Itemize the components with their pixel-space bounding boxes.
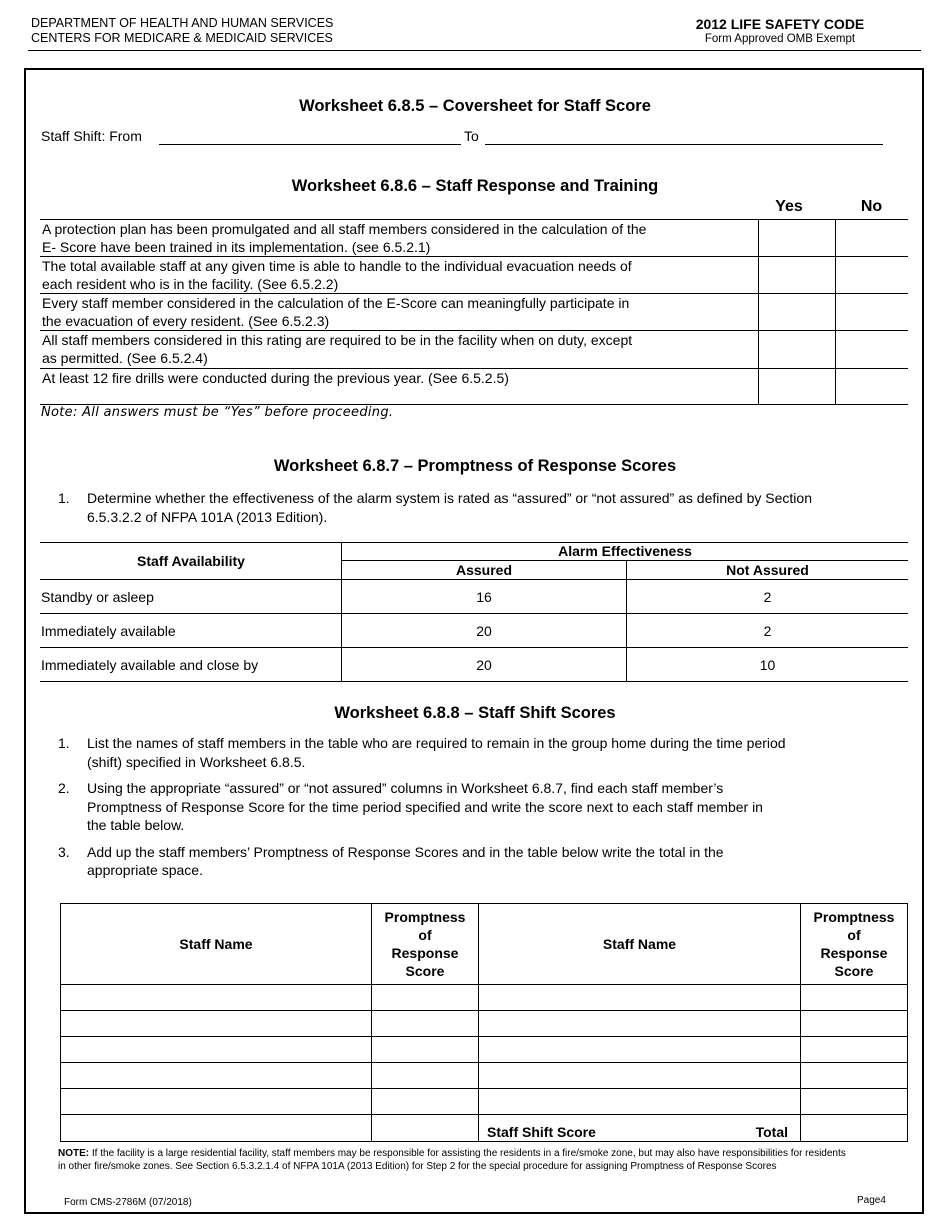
availability-label: Immediately available: [40, 614, 342, 648]
staff-availability-header: Staff Availability: [40, 543, 342, 580]
yes-checkbox[interactable]: [758, 369, 835, 405]
ws685-title: Worksheet 6.8.5 – Coversheet for Staff Score: [299, 97, 651, 115]
not-assured-score: 2: [627, 614, 909, 648]
score-cell[interactable]: [801, 1089, 908, 1115]
score-cell[interactable]: [372, 1089, 479, 1115]
staff-name-cell[interactable]: [61, 1037, 372, 1063]
staff-name-header: Staff Name: [479, 904, 801, 985]
not-assured-score: 10: [627, 648, 909, 682]
criterion-text: At least 12 fire drills were conducted during the previous year. (See 6.5.2.5): [40, 369, 758, 405]
yes-checkbox[interactable]: [758, 294, 835, 331]
yes-checkbox[interactable]: [758, 331, 835, 369]
yes-checkbox[interactable]: [758, 220, 835, 257]
ws688-title: Worksheet 6.8.8 – Staff Shift Scores: [334, 704, 616, 722]
staff-shift-table: [60, 903, 908, 1142]
dept-line-2: CENTERS FOR MEDICARE & MEDICAID SERVICES: [31, 31, 333, 45]
table-row: [40, 294, 908, 331]
dept-line-1: DEPARTMENT OF HEALTH AND HUMAN SERVICES: [31, 16, 334, 30]
no-checkbox[interactable]: [835, 257, 908, 294]
assured-score: 20: [342, 614, 627, 648]
yes-checkbox[interactable]: [758, 257, 835, 294]
yes-column-header: Yes: [775, 198, 803, 215]
score-header: Promptness of Response Score: [372, 904, 479, 985]
availability-label: Standby or asleep: [40, 580, 342, 614]
header-divider: [28, 50, 921, 51]
list-item: 2. Using the appropriate “assured” or “not assured” columns in Worksheet 6.8.7, find each staff member’s Promptness of Response Score for the time period specified and write the score next to each staff member in the table below.: [58, 780, 763, 833]
promptness-table: [40, 542, 908, 682]
table-row: [61, 985, 908, 1011]
omb-status: Form Approved OMB Exempt: [704, 33, 856, 45]
table-row: [40, 220, 908, 257]
score-cell[interactable]: [372, 1037, 479, 1063]
ws688-steps: [58, 734, 888, 888]
score-cell[interactable]: [372, 1011, 479, 1037]
table-row: [40, 331, 908, 369]
table-row: [40, 369, 908, 405]
alarm-effectiveness-header: Alarm Effectiveness: [342, 543, 909, 561]
code-title: 2012 LIFE SAFETY CODE: [695, 16, 865, 32]
score-cell[interactable]: [372, 985, 479, 1011]
list-item: 1. Determine whether the effectiveness of the alarm system is rated as “assured” or “not assured” as defined by Section 6.5.3.2.2 of NFPA 101A (2013 Edition).: [58, 490, 812, 525]
assured-header: Assured: [342, 561, 627, 580]
table-row: [40, 648, 908, 682]
score-cell[interactable]: [372, 1115, 479, 1142]
criterion-text: A protection plan has been promulgated and all staff members considered in the calculation of the E- Score have been trained in its implementation. (see 6.5.2.1): [40, 220, 758, 257]
staff-shift-score-label: Staff Shift Score Total: [479, 1115, 801, 1142]
assured-score: 16: [342, 580, 627, 614]
assured-score: 20: [342, 648, 627, 682]
form-number: Form CMS-2786M (07/2018): [64, 1197, 192, 1208]
form-code-header: [650, 16, 910, 46]
table-row: [61, 1011, 908, 1037]
staff-name-cell[interactable]: [479, 985, 801, 1011]
no-checkbox[interactable]: [835, 294, 908, 331]
table-row: [40, 580, 908, 614]
staff-name-cell[interactable]: [61, 1089, 372, 1115]
agency-header: [31, 16, 333, 46]
staff-name-cell[interactable]: [479, 1011, 801, 1037]
ws687-steps: [58, 489, 888, 534]
staff-name-header: Staff Name: [61, 904, 372, 985]
list-item: 3. Add up the staff members’ Promptness of Response Scores and in the table below write the total in the appropriate space.: [58, 843, 724, 878]
score-cell[interactable]: [372, 1063, 479, 1089]
ws687-title: Worksheet 6.8.7 – Promptness of Response Scores: [273, 457, 677, 475]
staff-name-cell[interactable]: [61, 1011, 372, 1037]
table-row: [61, 1089, 908, 1115]
table-row: [40, 614, 908, 648]
score-cell[interactable]: [801, 985, 908, 1011]
criterion-text: All staff members considered in this rating are required to be in the facility when on duty, except as permitted. (See 6.5.2.4): [40, 331, 758, 369]
table-row: [61, 1115, 908, 1142]
ws686-title: Worksheet 6.8.6 – Staff Response and Training: [291, 177, 659, 195]
staff-response-table: [40, 219, 908, 405]
staff-name-cell[interactable]: [479, 1063, 801, 1089]
staff-name-cell[interactable]: [61, 1063, 372, 1089]
shift-from-field[interactable]: [159, 130, 461, 145]
score-cell[interactable]: [801, 1063, 908, 1089]
list-item: 1. List the names of staff members in the table who are required to remain in the group home during the time period (shift) specified in Worksheet 6.8.5.: [58, 735, 786, 770]
staff-name-cell[interactable]: [479, 1037, 801, 1063]
score-cell[interactable]: [801, 1011, 908, 1037]
ws686-note: Note: All answers must be “Yes” before proceeding.: [41, 405, 394, 420]
criterion-text: Every staff member considered in the calculation of the E-Score can meaningfully participate in the evacuation of every resident. (See 6.5.2.3): [40, 294, 758, 331]
staff-name-cell[interactable]: [479, 1089, 801, 1115]
total-score-cell[interactable]: [801, 1115, 908, 1142]
criterion-text: The total available staff at any given time is able to handle to the individual evacuation needs of each resident who is in the facility. (See 6.5.2.2): [40, 257, 758, 294]
score-cell[interactable]: [801, 1037, 908, 1063]
no-checkbox[interactable]: [835, 331, 908, 369]
table-row: [61, 1037, 908, 1063]
staff-name-cell[interactable]: [61, 1115, 372, 1142]
ws688-note: NOTE: If the facility is a large residential facility, staff members may be responsible for assisting the residents in a fire/smoke zone, but may also have responsibilities for residents in other fire/smoke zones. See Section 6.5.3.2.1.4 of NFPA 101A (2013 Edition) for Step 2 for the special procedure for assigning Promptness of Response Scores: [58, 1148, 846, 1172]
total-label: Total: [755, 1124, 788, 1140]
no-checkbox[interactable]: [835, 369, 908, 405]
no-checkbox[interactable]: [835, 220, 908, 257]
shift-to-field[interactable]: [485, 130, 883, 145]
not-assured-header: Not Assured: [627, 561, 909, 580]
table-row: [61, 1063, 908, 1089]
table-row: [40, 257, 908, 294]
shift-from-label: Staff Shift: From: [41, 128, 142, 144]
availability-label: Immediately available and close by: [40, 648, 342, 682]
score-header: Promptness of Response Score: [801, 904, 908, 985]
staff-name-cell[interactable]: [61, 985, 372, 1011]
no-column-header: No: [860, 198, 883, 215]
shift-to-label: To: [464, 128, 479, 144]
page-number: Page4: [857, 1195, 886, 1206]
not-assured-score: 2: [627, 580, 909, 614]
